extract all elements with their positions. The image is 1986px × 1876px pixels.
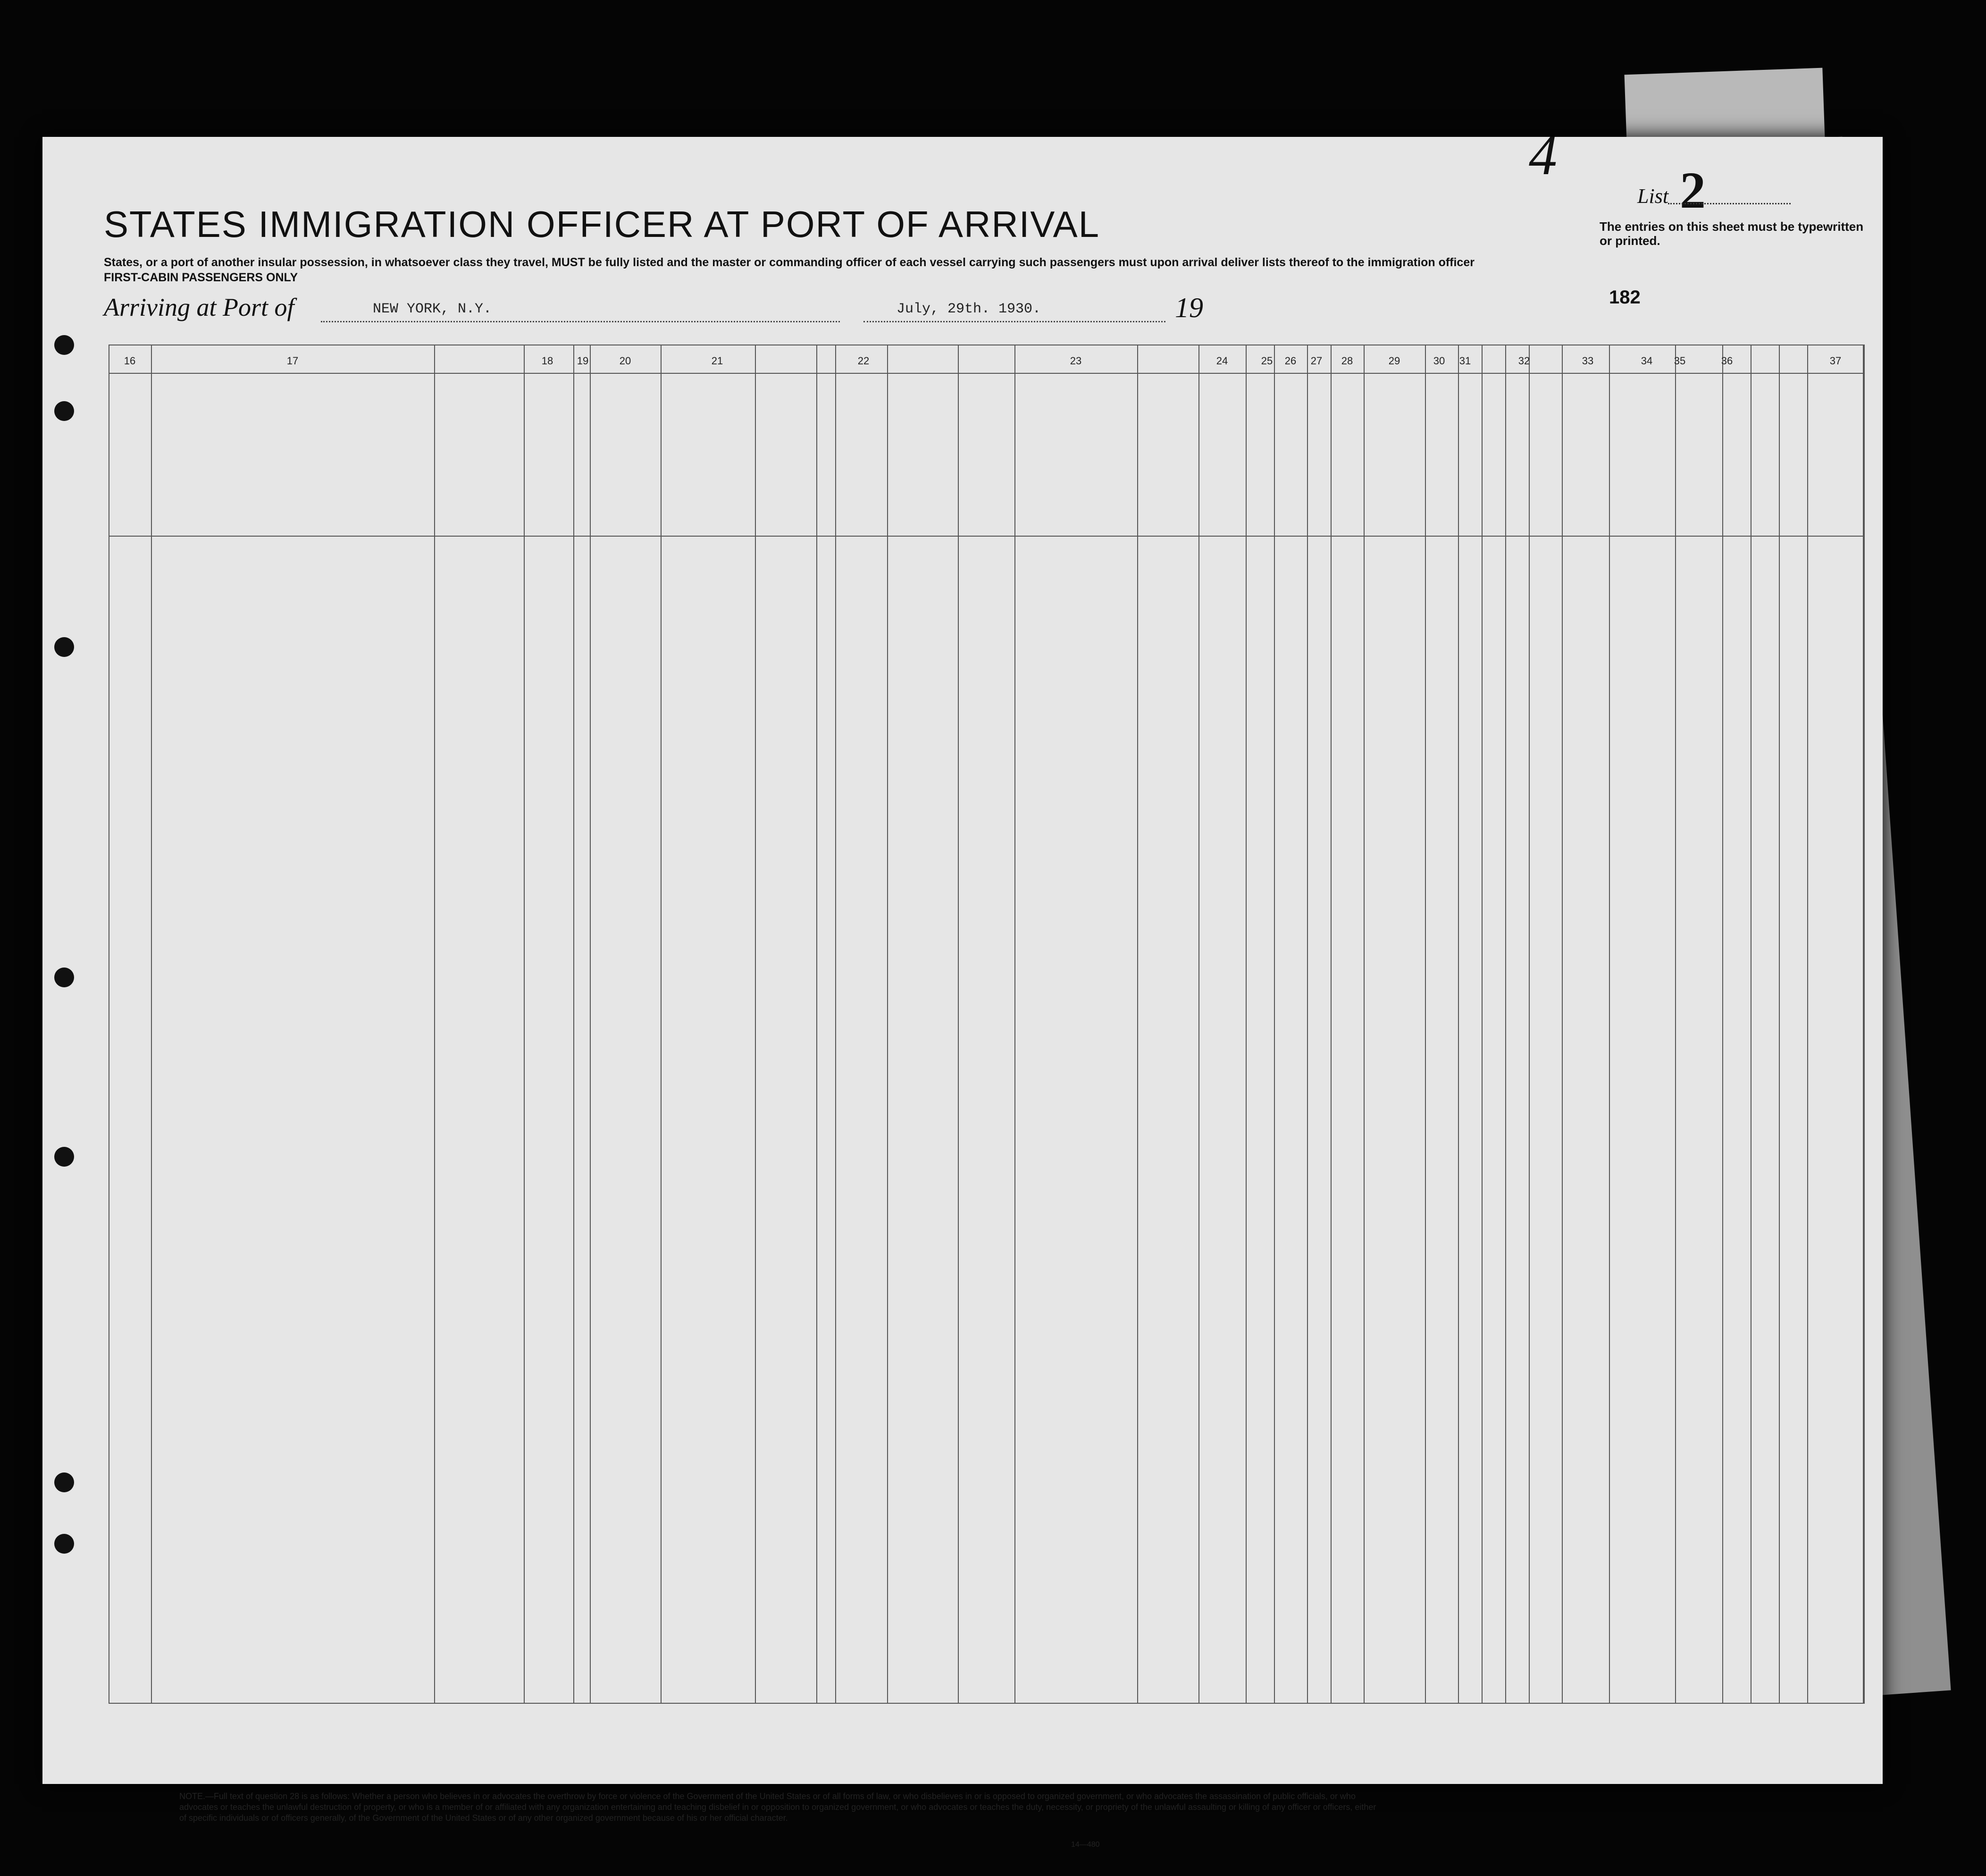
column-rule	[1246, 345, 1247, 1704]
list-number: 2	[1680, 161, 1706, 219]
entries-note: The entries on this sheet must be typewritten or printed.	[1600, 219, 1864, 248]
column-number: 24	[1216, 355, 1228, 367]
first-cabin-label: FIRST-CABIN PASSENGERS ONLY	[104, 271, 298, 284]
binder-hole	[54, 401, 74, 421]
date-value: July, 29th. 1930.	[897, 301, 1041, 317]
grid-right-border	[1863, 345, 1864, 1704]
column-number: 19	[577, 355, 589, 367]
column-rule	[1609, 345, 1610, 1704]
column-number: 33	[1582, 355, 1594, 367]
corner-mark: 4	[1529, 124, 1557, 186]
year-prefix: 19	[1175, 292, 1203, 323]
column-rule	[1807, 345, 1808, 1704]
manifest-table	[109, 345, 1864, 1704]
binder-hole	[54, 1147, 74, 1167]
page-number: 182	[1609, 287, 1641, 308]
column-rule	[1722, 345, 1723, 1704]
grid-bottom-border	[109, 1703, 1864, 1704]
arriving-label: Arriving at Port of	[104, 293, 294, 321]
column-rule	[755, 345, 756, 1704]
column-rule	[573, 345, 574, 1704]
manifest-page	[42, 124, 1883, 1849]
header-rule	[109, 373, 1864, 374]
binder-hole	[54, 335, 74, 355]
column-number: 30	[1433, 355, 1445, 367]
column-rule	[1137, 345, 1138, 1704]
subtitle-line: States, or a port of another insular possession, in whatsoever class they travel, MUST be fully listed and the master or commanding officer of each vessel carrying such passengers must upon arrival deliver lists thereof to the immigration officer	[104, 256, 1475, 269]
column-rule	[661, 345, 662, 1704]
column-rule	[1505, 345, 1506, 1704]
column-rule	[1529, 345, 1530, 1704]
column-number: 37	[1829, 355, 1842, 367]
page-title: STATES IMMIGRATION OFFICER AT PORT OF ARRIVAL	[104, 203, 1100, 245]
column-number: 17	[286, 355, 299, 367]
column-number: 21	[711, 355, 723, 367]
column-rule	[1425, 345, 1426, 1704]
column-number: 36	[1721, 355, 1733, 367]
binder-hole	[54, 967, 74, 987]
binder-hole	[54, 1534, 74, 1554]
column-rule	[1562, 345, 1563, 1704]
column-rule	[1331, 345, 1332, 1704]
column-number: 32	[1518, 355, 1530, 367]
column-rule	[1675, 345, 1676, 1704]
column-number: 27	[1310, 355, 1323, 367]
column-rule	[958, 345, 959, 1704]
date-line	[863, 321, 1165, 322]
form-number: 14—480	[1071, 1841, 1100, 1849]
column-rule	[524, 345, 525, 1704]
list-label: List	[1637, 185, 1669, 208]
list-underline	[1668, 203, 1791, 204]
binder-hole	[54, 637, 74, 657]
column-rule	[151, 345, 152, 1704]
column-rule	[1198, 345, 1199, 1704]
column-number: 35	[1674, 355, 1686, 367]
column-number: 28	[1341, 355, 1353, 367]
column-rule	[1458, 345, 1459, 1704]
column-number: 25	[1261, 355, 1273, 367]
column-number: 34	[1641, 355, 1653, 367]
header-rule	[109, 536, 1864, 537]
column-rule	[1274, 345, 1275, 1704]
column-rule	[434, 345, 435, 1704]
column-rule	[1014, 345, 1015, 1704]
column-number: 31	[1459, 355, 1471, 367]
column-number: 20	[619, 355, 631, 367]
column-rule	[1364, 345, 1365, 1704]
column-rule	[590, 345, 591, 1704]
column-number: 16	[124, 355, 136, 367]
port-line	[321, 321, 840, 322]
column-rule	[1864, 345, 1865, 1704]
column-rule	[816, 345, 817, 1704]
column-rule	[1307, 345, 1308, 1704]
binder-hole	[54, 1472, 74, 1492]
column-number: 23	[1070, 355, 1082, 367]
column-rule	[1779, 345, 1780, 1704]
column-number: 18	[541, 355, 553, 367]
port-value: NEW YORK, N.Y.	[373, 301, 492, 317]
page-subtitle	[104, 255, 1519, 285]
column-number: 26	[1284, 355, 1297, 367]
column-number: 29	[1388, 355, 1400, 367]
column-number: 22	[857, 355, 870, 367]
footer-note: NOTE.—Full text of question 28 is as follows: Whether a person who believes in or advocates the overthrow by force or violence of the Government of the United States or of all forms of law, or who disbelieves in or is opposed to organized government, or who advocates the assassination of public officials, or who advocates or teaches the unlawful destruction of property, or who is a member of or affiliated with any organization entertaining and teaching disbelief in or opposition to organized government, or who advocates or teaches the duty, necessity, or propriety of the unlawful assaulting or killing of any officer or officers, either of specific individuals or of officers generally, of the Government of the United States or of any other organized government because of his or her official character.	[179, 1792, 1376, 1823]
column-rule	[835, 345, 836, 1704]
column-rule	[887, 345, 888, 1704]
column-rule	[1482, 345, 1483, 1704]
